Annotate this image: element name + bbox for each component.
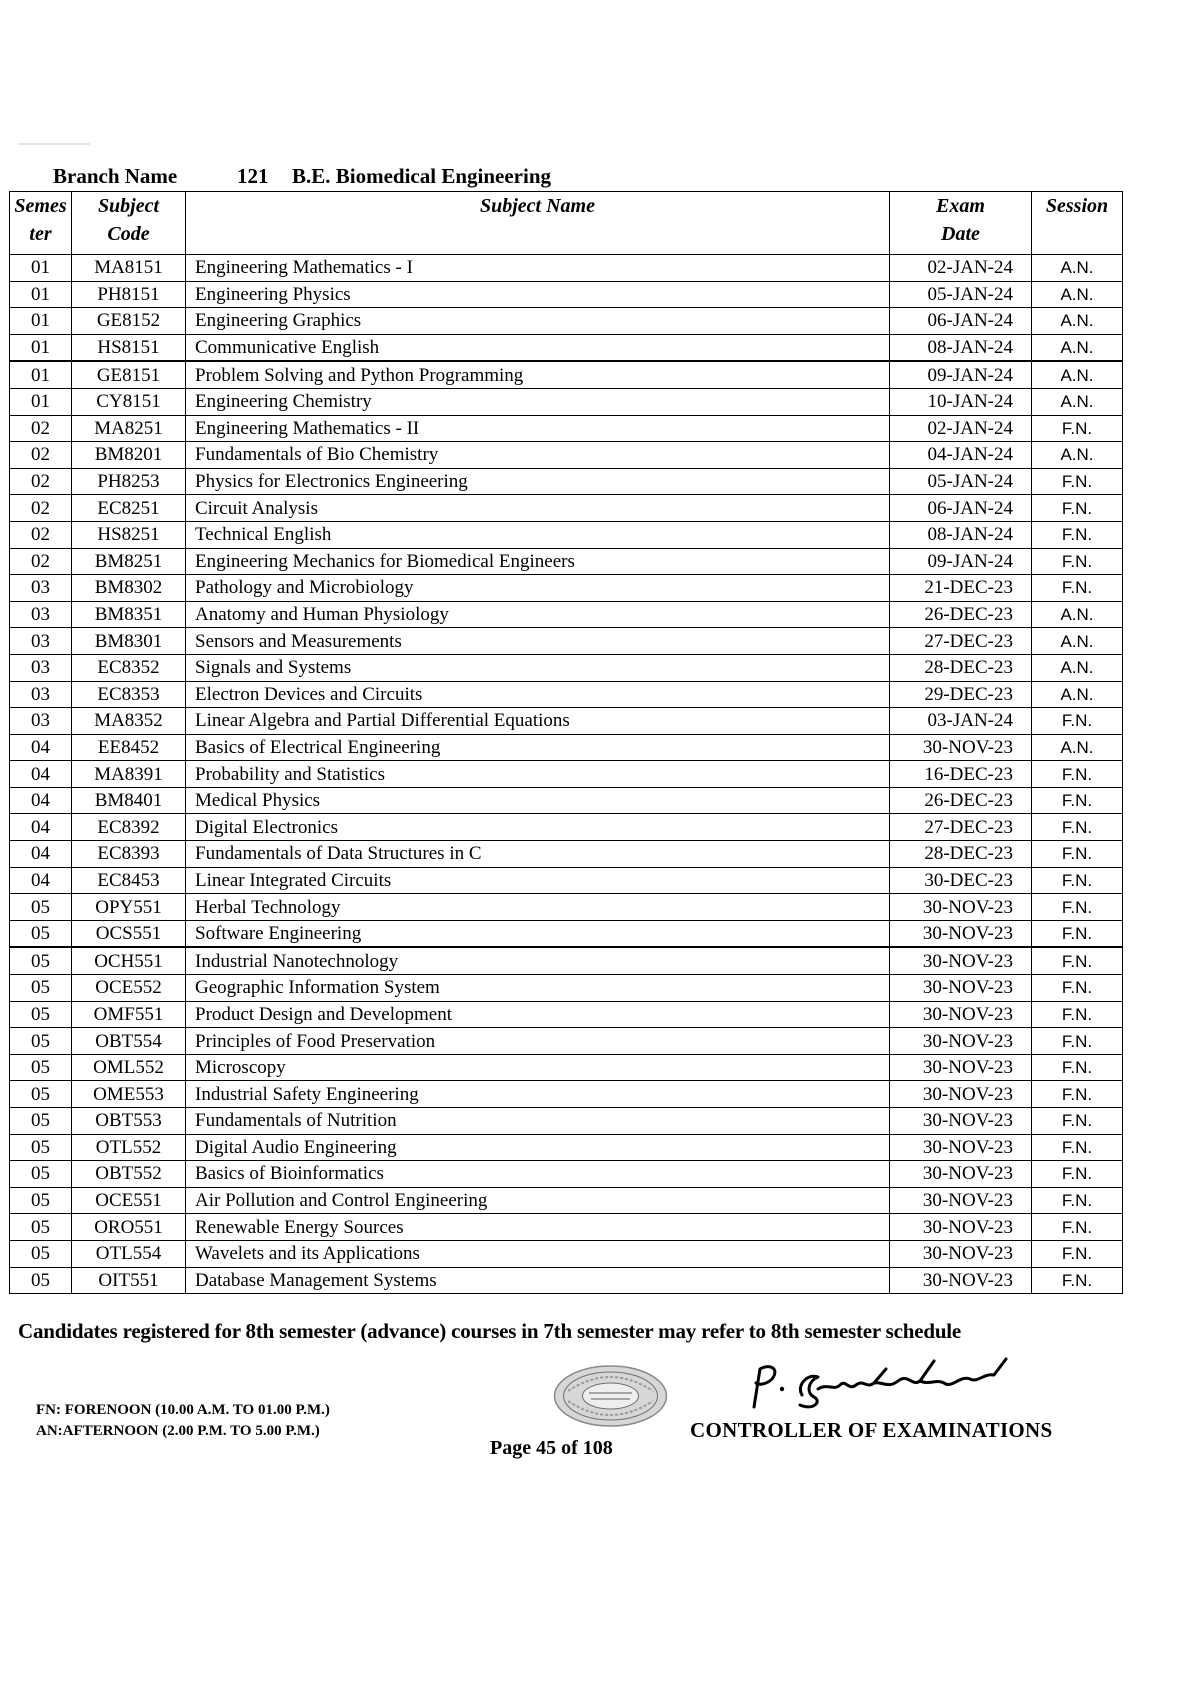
cell-subject-code: EC8393 bbox=[72, 841, 186, 868]
table-row bbox=[10, 308, 1123, 335]
cell-subject-name: Fundamentals of Nutrition bbox=[186, 1108, 890, 1135]
cell-exam-date: 09-JAN-24 bbox=[890, 361, 1032, 388]
cell-subject-code: OML552 bbox=[72, 1054, 186, 1081]
table-row bbox=[10, 814, 1123, 841]
cell-session: A.N. bbox=[1032, 334, 1123, 361]
table-row bbox=[10, 1161, 1123, 1188]
table-row bbox=[10, 1134, 1123, 1161]
cell-subject-code: OBT553 bbox=[72, 1108, 186, 1135]
cell-subject-name: Linear Integrated Circuits bbox=[186, 867, 890, 894]
cell-semester: 05 bbox=[10, 975, 72, 1002]
cell-session: F.N. bbox=[1032, 1187, 1123, 1214]
cell-session: A.N. bbox=[1032, 442, 1123, 469]
cell-subject-code: EC8453 bbox=[72, 867, 186, 894]
cell-semester: 03 bbox=[10, 575, 72, 602]
table-row bbox=[10, 894, 1123, 921]
table-row bbox=[10, 681, 1123, 708]
table-row bbox=[10, 1187, 1123, 1214]
header-rule bbox=[18, 143, 90, 145]
table-row bbox=[10, 281, 1123, 308]
cell-semester: 02 bbox=[10, 495, 72, 522]
cell-semester: 01 bbox=[10, 334, 72, 361]
table-row bbox=[10, 1267, 1123, 1294]
cell-semester: 03 bbox=[10, 708, 72, 735]
branch-label: Branch Name bbox=[53, 164, 178, 188]
cell-session: A.N. bbox=[1032, 255, 1123, 282]
cell-subject-code: BM8201 bbox=[72, 442, 186, 469]
cell-subject-code: OIT551 bbox=[72, 1267, 186, 1294]
cell-subject-code: GE8151 bbox=[72, 361, 186, 388]
cell-subject-code: BM8351 bbox=[72, 601, 186, 628]
cell-session: A.N. bbox=[1032, 601, 1123, 628]
cell-semester: 04 bbox=[10, 734, 72, 761]
cell-semester: 05 bbox=[10, 1054, 72, 1081]
table-row bbox=[10, 468, 1123, 495]
cell-semester: 02 bbox=[10, 548, 72, 575]
table-row bbox=[10, 388, 1123, 415]
cell-semester: 05 bbox=[10, 894, 72, 921]
cell-semester: 04 bbox=[10, 841, 72, 868]
cell-session: F.N. bbox=[1032, 548, 1123, 575]
table-header-row bbox=[10, 192, 1123, 255]
cell-subject-name: Database Management Systems bbox=[186, 1267, 890, 1294]
cell-session: F.N. bbox=[1032, 1028, 1123, 1055]
col-subject-code: Subject Code bbox=[72, 192, 186, 255]
cell-session: A.N. bbox=[1032, 628, 1123, 655]
cell-exam-date: 30-NOV-23 bbox=[890, 920, 1032, 947]
cell-subject-code: BM8301 bbox=[72, 628, 186, 655]
cell-subject-code: MA8151 bbox=[72, 255, 186, 282]
cell-semester: 01 bbox=[10, 361, 72, 388]
cell-subject-name: Product Design and Development bbox=[186, 1001, 890, 1028]
cell-exam-date: 05-JAN-24 bbox=[890, 468, 1032, 495]
cell-subject-code: ORO551 bbox=[72, 1214, 186, 1241]
col-session: Session bbox=[1032, 192, 1123, 255]
cell-exam-date: 05-JAN-24 bbox=[890, 281, 1032, 308]
cell-subject-code: BM8401 bbox=[72, 787, 186, 814]
cell-semester: 02 bbox=[10, 415, 72, 442]
col-exam-date: Exam Date bbox=[890, 192, 1032, 255]
cell-exam-date: 04-JAN-24 bbox=[890, 442, 1032, 469]
cell-subject-name: Basics of Electrical Engineering bbox=[186, 734, 890, 761]
cell-session: F.N. bbox=[1032, 1214, 1123, 1241]
cell-session: F.N. bbox=[1032, 841, 1123, 868]
cell-semester: 02 bbox=[10, 521, 72, 548]
cell-semester: 05 bbox=[10, 1214, 72, 1241]
cell-session: F.N. bbox=[1032, 975, 1123, 1002]
cell-semester: 03 bbox=[10, 654, 72, 681]
cell-session: F.N. bbox=[1032, 1267, 1123, 1294]
table-row bbox=[10, 654, 1123, 681]
cell-subject-code: OME553 bbox=[72, 1081, 186, 1108]
cell-subject-name: Basics of Bioinformatics bbox=[186, 1161, 890, 1188]
cell-exam-date: 30-DEC-23 bbox=[890, 867, 1032, 894]
cell-subject-code: MA8251 bbox=[72, 415, 186, 442]
cell-subject-name: Physics for Electronics Engineering bbox=[186, 468, 890, 495]
cell-subject-code: EC8392 bbox=[72, 814, 186, 841]
table-row bbox=[10, 548, 1123, 575]
cell-session: F.N. bbox=[1032, 947, 1123, 974]
cell-semester: 03 bbox=[10, 628, 72, 655]
cell-exam-date: 09-JAN-24 bbox=[890, 548, 1032, 575]
cell-subject-name: Problem Solving and Python Programming bbox=[186, 361, 890, 388]
exam-schedule-table bbox=[9, 191, 1123, 1294]
cell-exam-date: 30-NOV-23 bbox=[890, 1187, 1032, 1214]
branch-header bbox=[53, 164, 551, 189]
table-row bbox=[10, 521, 1123, 548]
cell-session: F.N. bbox=[1032, 575, 1123, 602]
table-row bbox=[10, 628, 1123, 655]
cell-subject-name: Medical Physics bbox=[186, 787, 890, 814]
table-row bbox=[10, 975, 1123, 1002]
table-row bbox=[10, 920, 1123, 947]
cell-exam-date: 30-NOV-23 bbox=[890, 894, 1032, 921]
cell-exam-date: 30-NOV-23 bbox=[890, 1134, 1032, 1161]
cell-subject-name: Air Pollution and Control Engineering bbox=[186, 1187, 890, 1214]
cell-subject-name: Electron Devices and Circuits bbox=[186, 681, 890, 708]
cell-subject-code: CY8151 bbox=[72, 388, 186, 415]
legend-forenoon: FN: FORENOON (10.00 A.M. TO 01.00 P.M.) bbox=[36, 1402, 330, 1418]
cell-subject-code: MA8352 bbox=[72, 708, 186, 735]
cell-subject-code: OCH551 bbox=[72, 947, 186, 974]
cell-semester: 01 bbox=[10, 281, 72, 308]
cell-session: A.N. bbox=[1032, 681, 1123, 708]
table-row bbox=[10, 495, 1123, 522]
cell-semester: 01 bbox=[10, 388, 72, 415]
cell-session: A.N. bbox=[1032, 361, 1123, 388]
cell-subject-name: Probability and Statistics bbox=[186, 761, 890, 788]
cell-semester: 05 bbox=[10, 920, 72, 947]
cell-session: F.N. bbox=[1032, 894, 1123, 921]
cell-session: F.N. bbox=[1032, 814, 1123, 841]
cell-exam-date: 30-NOV-23 bbox=[890, 1081, 1032, 1108]
cell-semester: 05 bbox=[10, 1081, 72, 1108]
cell-subject-code: EE8452 bbox=[72, 734, 186, 761]
cell-subject-code: GE8152 bbox=[72, 308, 186, 335]
cell-exam-date: 27-DEC-23 bbox=[890, 814, 1032, 841]
cell-semester: 01 bbox=[10, 255, 72, 282]
cell-semester: 04 bbox=[10, 761, 72, 788]
table-row bbox=[10, 361, 1123, 388]
cell-semester: 05 bbox=[10, 1134, 72, 1161]
cell-session: F.N. bbox=[1032, 1054, 1123, 1081]
cell-subject-name: Software Engineering bbox=[186, 920, 890, 947]
cell-exam-date: 21-DEC-23 bbox=[890, 575, 1032, 602]
cell-session: F.N. bbox=[1032, 1134, 1123, 1161]
page-number: Page 45 of 108 bbox=[490, 1437, 613, 1459]
cell-exam-date: 30-NOV-23 bbox=[890, 947, 1032, 974]
cell-exam-date: 27-DEC-23 bbox=[890, 628, 1032, 655]
cell-session: F.N. bbox=[1032, 787, 1123, 814]
cell-session: F.N. bbox=[1032, 415, 1123, 442]
cell-subject-name: Industrial Nanotechnology bbox=[186, 947, 890, 974]
cell-subject-name: Principles of Food Preservation bbox=[186, 1028, 890, 1055]
cell-exam-date: 10-JAN-24 bbox=[890, 388, 1032, 415]
cell-subject-code: OPY551 bbox=[72, 894, 186, 921]
cell-subject-name: Microscopy bbox=[186, 1054, 890, 1081]
cell-session: F.N. bbox=[1032, 708, 1123, 735]
cell-subject-name: Engineering Physics bbox=[186, 281, 890, 308]
cell-subject-name: Digital Audio Engineering bbox=[186, 1134, 890, 1161]
cell-session: F.N. bbox=[1032, 1001, 1123, 1028]
cell-subject-name: Engineering Chemistry bbox=[186, 388, 890, 415]
cell-subject-code: OCE551 bbox=[72, 1187, 186, 1214]
table-row bbox=[10, 334, 1123, 361]
cell-session: A.N. bbox=[1032, 308, 1123, 335]
cell-exam-date: 30-NOV-23 bbox=[890, 1054, 1032, 1081]
table-row bbox=[10, 415, 1123, 442]
cell-exam-date: 08-JAN-24 bbox=[890, 334, 1032, 361]
cell-exam-date: 29-DEC-23 bbox=[890, 681, 1032, 708]
table-row bbox=[10, 442, 1123, 469]
cell-session: F.N. bbox=[1032, 468, 1123, 495]
cell-subject-code: PH8151 bbox=[72, 281, 186, 308]
cell-subject-code: BM8302 bbox=[72, 575, 186, 602]
cell-semester: 05 bbox=[10, 1108, 72, 1135]
col-subject-name: Subject Name bbox=[186, 192, 890, 255]
cell-subject-code: OTL554 bbox=[72, 1240, 186, 1267]
cell-subject-name: Engineering Mathematics - II bbox=[186, 415, 890, 442]
cell-session: A.N. bbox=[1032, 281, 1123, 308]
table-row bbox=[10, 1054, 1123, 1081]
cell-semester: 05 bbox=[10, 1001, 72, 1028]
table-row bbox=[10, 867, 1123, 894]
cell-exam-date: 30-NOV-23 bbox=[890, 1214, 1032, 1241]
branch-code: 121 bbox=[237, 164, 269, 188]
legend-afternoon: AN:AFTERNOON (2.00 P.M. TO 5.00 P.M.) bbox=[36, 1423, 320, 1439]
cell-subject-name: Communicative English bbox=[186, 334, 890, 361]
cell-semester: 02 bbox=[10, 442, 72, 469]
cell-subject-name: Digital Electronics bbox=[186, 814, 890, 841]
table-row bbox=[10, 1108, 1123, 1135]
cell-subject-code: OMF551 bbox=[72, 1001, 186, 1028]
controller-signature bbox=[748, 1355, 1028, 1415]
table-row bbox=[10, 734, 1123, 761]
cell-semester: 04 bbox=[10, 867, 72, 894]
table-row bbox=[10, 1081, 1123, 1108]
cell-session: F.N. bbox=[1032, 761, 1123, 788]
cell-exam-date: 30-NOV-23 bbox=[890, 1028, 1032, 1055]
cell-subject-code: OBT552 bbox=[72, 1161, 186, 1188]
table-row bbox=[10, 1240, 1123, 1267]
cell-subject-name: Renewable Energy Sources bbox=[186, 1214, 890, 1241]
cell-semester: 04 bbox=[10, 787, 72, 814]
cell-exam-date: 28-DEC-23 bbox=[890, 654, 1032, 681]
cell-semester: 03 bbox=[10, 601, 72, 628]
cell-exam-date: 30-NOV-23 bbox=[890, 734, 1032, 761]
table-row bbox=[10, 787, 1123, 814]
cell-exam-date: 08-JAN-24 bbox=[890, 521, 1032, 548]
cell-exam-date: 02-JAN-24 bbox=[890, 415, 1032, 442]
cell-subject-code: OTL552 bbox=[72, 1134, 186, 1161]
cell-exam-date: 26-DEC-23 bbox=[890, 787, 1032, 814]
cell-subject-code: HS8151 bbox=[72, 334, 186, 361]
session-legend bbox=[36, 1400, 330, 1442]
cell-exam-date: 26-DEC-23 bbox=[890, 601, 1032, 628]
cell-session: F.N. bbox=[1032, 920, 1123, 947]
cell-exam-date: 02-JAN-24 bbox=[890, 255, 1032, 282]
cell-semester: 05 bbox=[10, 1028, 72, 1055]
cell-subject-name: Sensors and Measurements bbox=[186, 628, 890, 655]
cell-subject-code: EC8353 bbox=[72, 681, 186, 708]
cell-session: F.N. bbox=[1032, 521, 1123, 548]
cell-exam-date: 28-DEC-23 bbox=[890, 841, 1032, 868]
table-row bbox=[10, 575, 1123, 602]
cell-session: F.N. bbox=[1032, 867, 1123, 894]
cell-subject-name: Signals and Systems bbox=[186, 654, 890, 681]
cell-exam-date: 16-DEC-23 bbox=[890, 761, 1032, 788]
cell-session: F.N. bbox=[1032, 1081, 1123, 1108]
cell-semester: 05 bbox=[10, 1240, 72, 1267]
cell-subject-name: Herbal Technology bbox=[186, 894, 890, 921]
table-row bbox=[10, 708, 1123, 735]
cell-semester: 05 bbox=[10, 1161, 72, 1188]
cell-semester: 04 bbox=[10, 814, 72, 841]
cell-exam-date: 30-NOV-23 bbox=[890, 1161, 1032, 1188]
cell-exam-date: 30-NOV-23 bbox=[890, 1240, 1032, 1267]
cell-session: F.N. bbox=[1032, 1240, 1123, 1267]
cell-session: A.N. bbox=[1032, 734, 1123, 761]
table-row bbox=[10, 947, 1123, 974]
cell-subject-code: EC8251 bbox=[72, 495, 186, 522]
col-semester: Semes ter bbox=[10, 192, 72, 255]
controller-title: CONTROLLER OF EXAMINATIONS bbox=[690, 1418, 1053, 1442]
cell-exam-date: 06-JAN-24 bbox=[890, 495, 1032, 522]
cell-semester: 02 bbox=[10, 468, 72, 495]
table-row bbox=[10, 761, 1123, 788]
cell-subject-name: Geographic Information System bbox=[186, 975, 890, 1002]
cell-subject-code: HS8251 bbox=[72, 521, 186, 548]
branch-name: B.E. Biomedical Engineering bbox=[292, 164, 552, 188]
cell-exam-date: 30-NOV-23 bbox=[890, 1108, 1032, 1135]
cell-session: F.N. bbox=[1032, 1108, 1123, 1135]
cell-exam-date: 30-NOV-23 bbox=[890, 975, 1032, 1002]
cell-subject-name: Engineering Graphics bbox=[186, 308, 890, 335]
cell-subject-name: Technical English bbox=[186, 521, 890, 548]
cell-semester: 03 bbox=[10, 681, 72, 708]
table-row bbox=[10, 601, 1123, 628]
cell-subject-code: OCS551 bbox=[72, 920, 186, 947]
cell-session: F.N. bbox=[1032, 495, 1123, 522]
office-seal-stamp bbox=[553, 1365, 668, 1427]
cell-subject-name: Anatomy and Human Physiology bbox=[186, 601, 890, 628]
cell-semester: 05 bbox=[10, 947, 72, 974]
table-row bbox=[10, 255, 1123, 282]
cell-subject-name: Fundamentals of Data Structures in C bbox=[186, 841, 890, 868]
cell-subject-name: Wavelets and its Applications bbox=[186, 1240, 890, 1267]
cell-exam-date: 30-NOV-23 bbox=[890, 1001, 1032, 1028]
cell-subject-name: Engineering Mathematics - I bbox=[186, 255, 890, 282]
cell-subject-name: Fundamentals of Bio Chemistry bbox=[186, 442, 890, 469]
cell-subject-name: Engineering Mechanics for Biomedical Engineers bbox=[186, 548, 890, 575]
cell-session: A.N. bbox=[1032, 654, 1123, 681]
cell-semester: 05 bbox=[10, 1267, 72, 1294]
cell-session: A.N. bbox=[1032, 388, 1123, 415]
cell-exam-date: 30-NOV-23 bbox=[890, 1267, 1032, 1294]
table-row bbox=[10, 1001, 1123, 1028]
cell-subject-code: PH8253 bbox=[72, 468, 186, 495]
cell-subject-code: OBT554 bbox=[72, 1028, 186, 1055]
cell-subject-name: Industrial Safety Engineering bbox=[186, 1081, 890, 1108]
advance-course-note: Candidates registered for 8th semester (advance) courses in 7th semester may refer to 8th semester schedule bbox=[18, 1319, 962, 1343]
table-body bbox=[10, 255, 1123, 1294]
cell-subject-name: Circuit Analysis bbox=[186, 495, 890, 522]
cell-subject-code: OCE552 bbox=[72, 975, 186, 1002]
cell-subject-name: Linear Algebra and Partial Differential Equations bbox=[186, 708, 890, 735]
cell-session: F.N. bbox=[1032, 1161, 1123, 1188]
cell-exam-date: 03-JAN-24 bbox=[890, 708, 1032, 735]
table-row bbox=[10, 1028, 1123, 1055]
cell-exam-date: 06-JAN-24 bbox=[890, 308, 1032, 335]
cell-subject-code: EC8352 bbox=[72, 654, 186, 681]
cell-subject-code: BM8251 bbox=[72, 548, 186, 575]
cell-subject-code: MA8391 bbox=[72, 761, 186, 788]
cell-subject-name: Pathology and Microbiology bbox=[186, 575, 890, 602]
table-row bbox=[10, 1214, 1123, 1241]
table-row bbox=[10, 841, 1123, 868]
cell-semester: 05 bbox=[10, 1187, 72, 1214]
cell-semester: 01 bbox=[10, 308, 72, 335]
